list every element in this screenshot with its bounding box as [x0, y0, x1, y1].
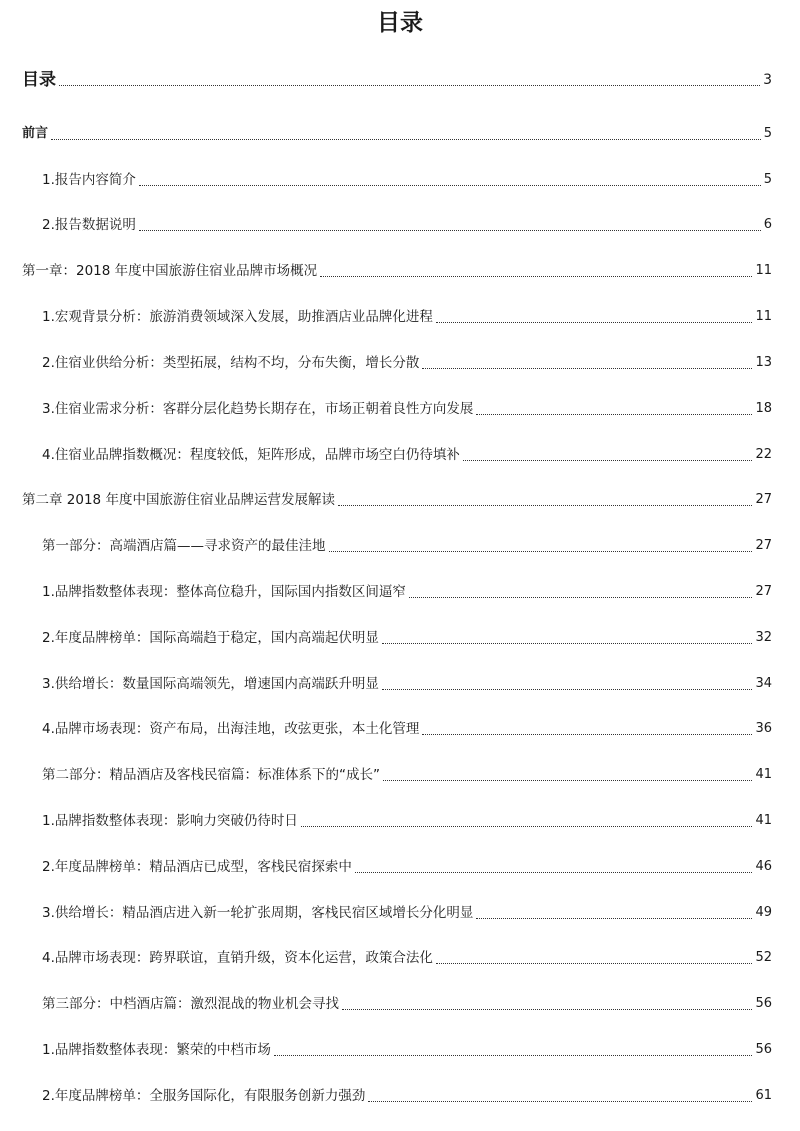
toc-entry[interactable]: [0, 1036, 800, 1060]
toc-entry-page: 49: [755, 905, 772, 920]
toc-entry[interactable]: [0, 624, 800, 648]
toc-entry[interactable]: [0, 807, 800, 831]
toc-leader-dots: [320, 276, 752, 277]
toc-entry-title: 第二部分：精品酒店及客栈民宿篇：标准体系下的“成长”: [42, 767, 380, 783]
toc-entry-page: 6: [763, 217, 772, 232]
toc-entry[interactable]: [0, 211, 800, 235]
toc-leader-dots: [274, 1055, 753, 1056]
toc-entry[interactable]: [0, 1082, 800, 1106]
toc-leader-dots: [139, 185, 761, 186]
toc-entry-page: 22: [755, 447, 772, 462]
toc-entry-page: 56: [755, 996, 772, 1011]
toc-leader-dots: [409, 597, 753, 598]
toc-entry-title: 2.年度品牌榜单：国际高端趋于稳定，国内高端起伏明显: [42, 630, 379, 646]
toc-entry[interactable]: [0, 257, 800, 281]
toc-entry-page: 27: [755, 584, 772, 599]
toc-entry[interactable]: [0, 166, 800, 190]
toc-entry-title: 4.品牌市场表现：跨界联谊，直销升级，资本化运营，政策合法化: [42, 950, 433, 966]
toc-entry[interactable]: [0, 853, 800, 877]
toc-entry[interactable]: [0, 66, 800, 90]
toc-entry-page: 27: [755, 492, 772, 507]
toc-leader-dots: [59, 85, 760, 86]
toc-entry-title: 1.品牌指数整体表现：繁荣的中档市场: [42, 1042, 271, 1058]
toc-entry[interactable]: [0, 532, 800, 556]
toc-entry-page: 34: [755, 676, 772, 691]
toc-entry-title: 目录: [22, 70, 56, 90]
toc-entry-title: 2.年度品牌榜单：精品酒店已成型，客栈民宿探索中: [42, 859, 352, 875]
toc-leader-dots: [476, 414, 752, 415]
toc-entry-title: 1.宏观背景分析：旅游消费领域深入发展，助推酒店业品牌化进程: [42, 309, 433, 325]
toc-entry-page: 36: [755, 721, 772, 736]
toc-leader-dots: [329, 551, 753, 552]
toc-leader-dots: [368, 1101, 752, 1102]
toc-entry-title: 1.品牌指数整体表现：影响力突破仍待时日: [42, 813, 298, 829]
toc-entry[interactable]: [0, 349, 800, 373]
toc-entry-page: 56: [755, 1042, 772, 1057]
toc-entry[interactable]: [0, 990, 800, 1014]
toc-entry-title: 第一部分：高端酒店篇——寻求资产的最佳洼地: [42, 538, 326, 554]
toc-entry-title: 1.报告内容简介: [42, 172, 136, 188]
toc-entry-page: 32: [755, 630, 772, 645]
toc-entry-page: 13: [755, 355, 772, 370]
toc-entry-title: 3.住宿业需求分析：客群分层化趋势长期存在，市场正朝着良性方向发展: [42, 401, 474, 417]
toc-entry-title: 前言: [22, 126, 49, 141]
toc-entry-page: 61: [755, 1088, 772, 1103]
toc-leader-dots: [342, 1009, 752, 1010]
toc-entry[interactable]: [0, 578, 800, 602]
toc-leader-dots: [422, 734, 752, 735]
toc-leader-dots: [139, 230, 761, 231]
toc-leader-dots: [382, 643, 753, 644]
toc-entry-title: 2.报告数据说明: [42, 217, 136, 233]
toc-entry-title: 4.品牌市场表现：资产布局，出海洼地，改弦更张，本土化管理: [42, 721, 420, 737]
toc-entry-title: 2.住宿业供给分析：类型拓展，结构不均，分布失衡，增长分散: [42, 355, 420, 371]
toc-entry[interactable]: [0, 761, 800, 785]
toc-entry-title: 第一章：2018 年度中国旅游住宿业品牌市场概况: [22, 263, 318, 279]
toc-leader-dots: [436, 322, 753, 323]
toc-entry[interactable]: [0, 899, 800, 923]
toc-entry[interactable]: [0, 486, 800, 510]
toc-leader-dots: [51, 139, 761, 140]
toc-leader-dots: [436, 963, 753, 964]
page-title: 目录: [377, 10, 423, 36]
toc-entry-page: 41: [755, 813, 772, 828]
toc-entry-page: 11: [755, 263, 772, 278]
toc-entry-title: 3.供给增长：精品酒店进入新一轮扩张周期，客栈民宿区域增长分化明显: [42, 905, 474, 921]
toc-leader-dots: [338, 505, 753, 506]
toc-entry-title: 2.年度品牌榜单：全服务国际化，有限服务创新力强劲: [42, 1088, 366, 1104]
toc-entry[interactable]: [0, 715, 800, 739]
toc-entry-page: 52: [755, 950, 772, 965]
toc-entry[interactable]: [0, 303, 800, 327]
toc-leader-dots: [301, 826, 753, 827]
toc-entry-page: 11: [755, 309, 772, 324]
toc-entry[interactable]: [0, 120, 800, 144]
toc-entry-title: 第二章 2018 年度中国旅游住宿业品牌运营发展解读: [22, 492, 335, 508]
toc-leader-dots: [422, 368, 752, 369]
toc-entry-page: 3: [763, 72, 772, 88]
toc-entry[interactable]: [0, 944, 800, 968]
toc-entry-title: 第三部分：中档酒店篇：激烈混战的物业机会寻找: [42, 996, 339, 1012]
toc-entry-page: 41: [755, 767, 772, 782]
toc-entry-page: 5: [763, 172, 772, 187]
toc-entry-title: 1.品牌指数整体表现：整体高位稳升，国际国内指数区间逼窄: [42, 584, 406, 600]
toc-entry-page: 18: [755, 401, 772, 416]
toc-leader-dots: [463, 460, 753, 461]
toc-leader-dots: [476, 918, 752, 919]
toc-leader-dots: [383, 780, 752, 781]
toc-entry-page: 46: [755, 859, 772, 874]
toc-entry-page: 5: [763, 126, 772, 141]
toc-entry-title: 4.住宿业品牌指数概况：程度较低，矩阵形成，品牌市场空白仍待填补: [42, 447, 460, 463]
toc-entry-page: 27: [755, 538, 772, 553]
toc-leader-dots: [355, 872, 753, 873]
toc-entry-title: 3.供给增长：数量国际高端领先，增速国内高端跃升明显: [42, 676, 379, 692]
toc-entry[interactable]: [0, 670, 800, 694]
toc-entry[interactable]: [0, 441, 800, 465]
toc-leader-dots: [382, 689, 753, 690]
toc-entry[interactable]: [0, 395, 800, 419]
